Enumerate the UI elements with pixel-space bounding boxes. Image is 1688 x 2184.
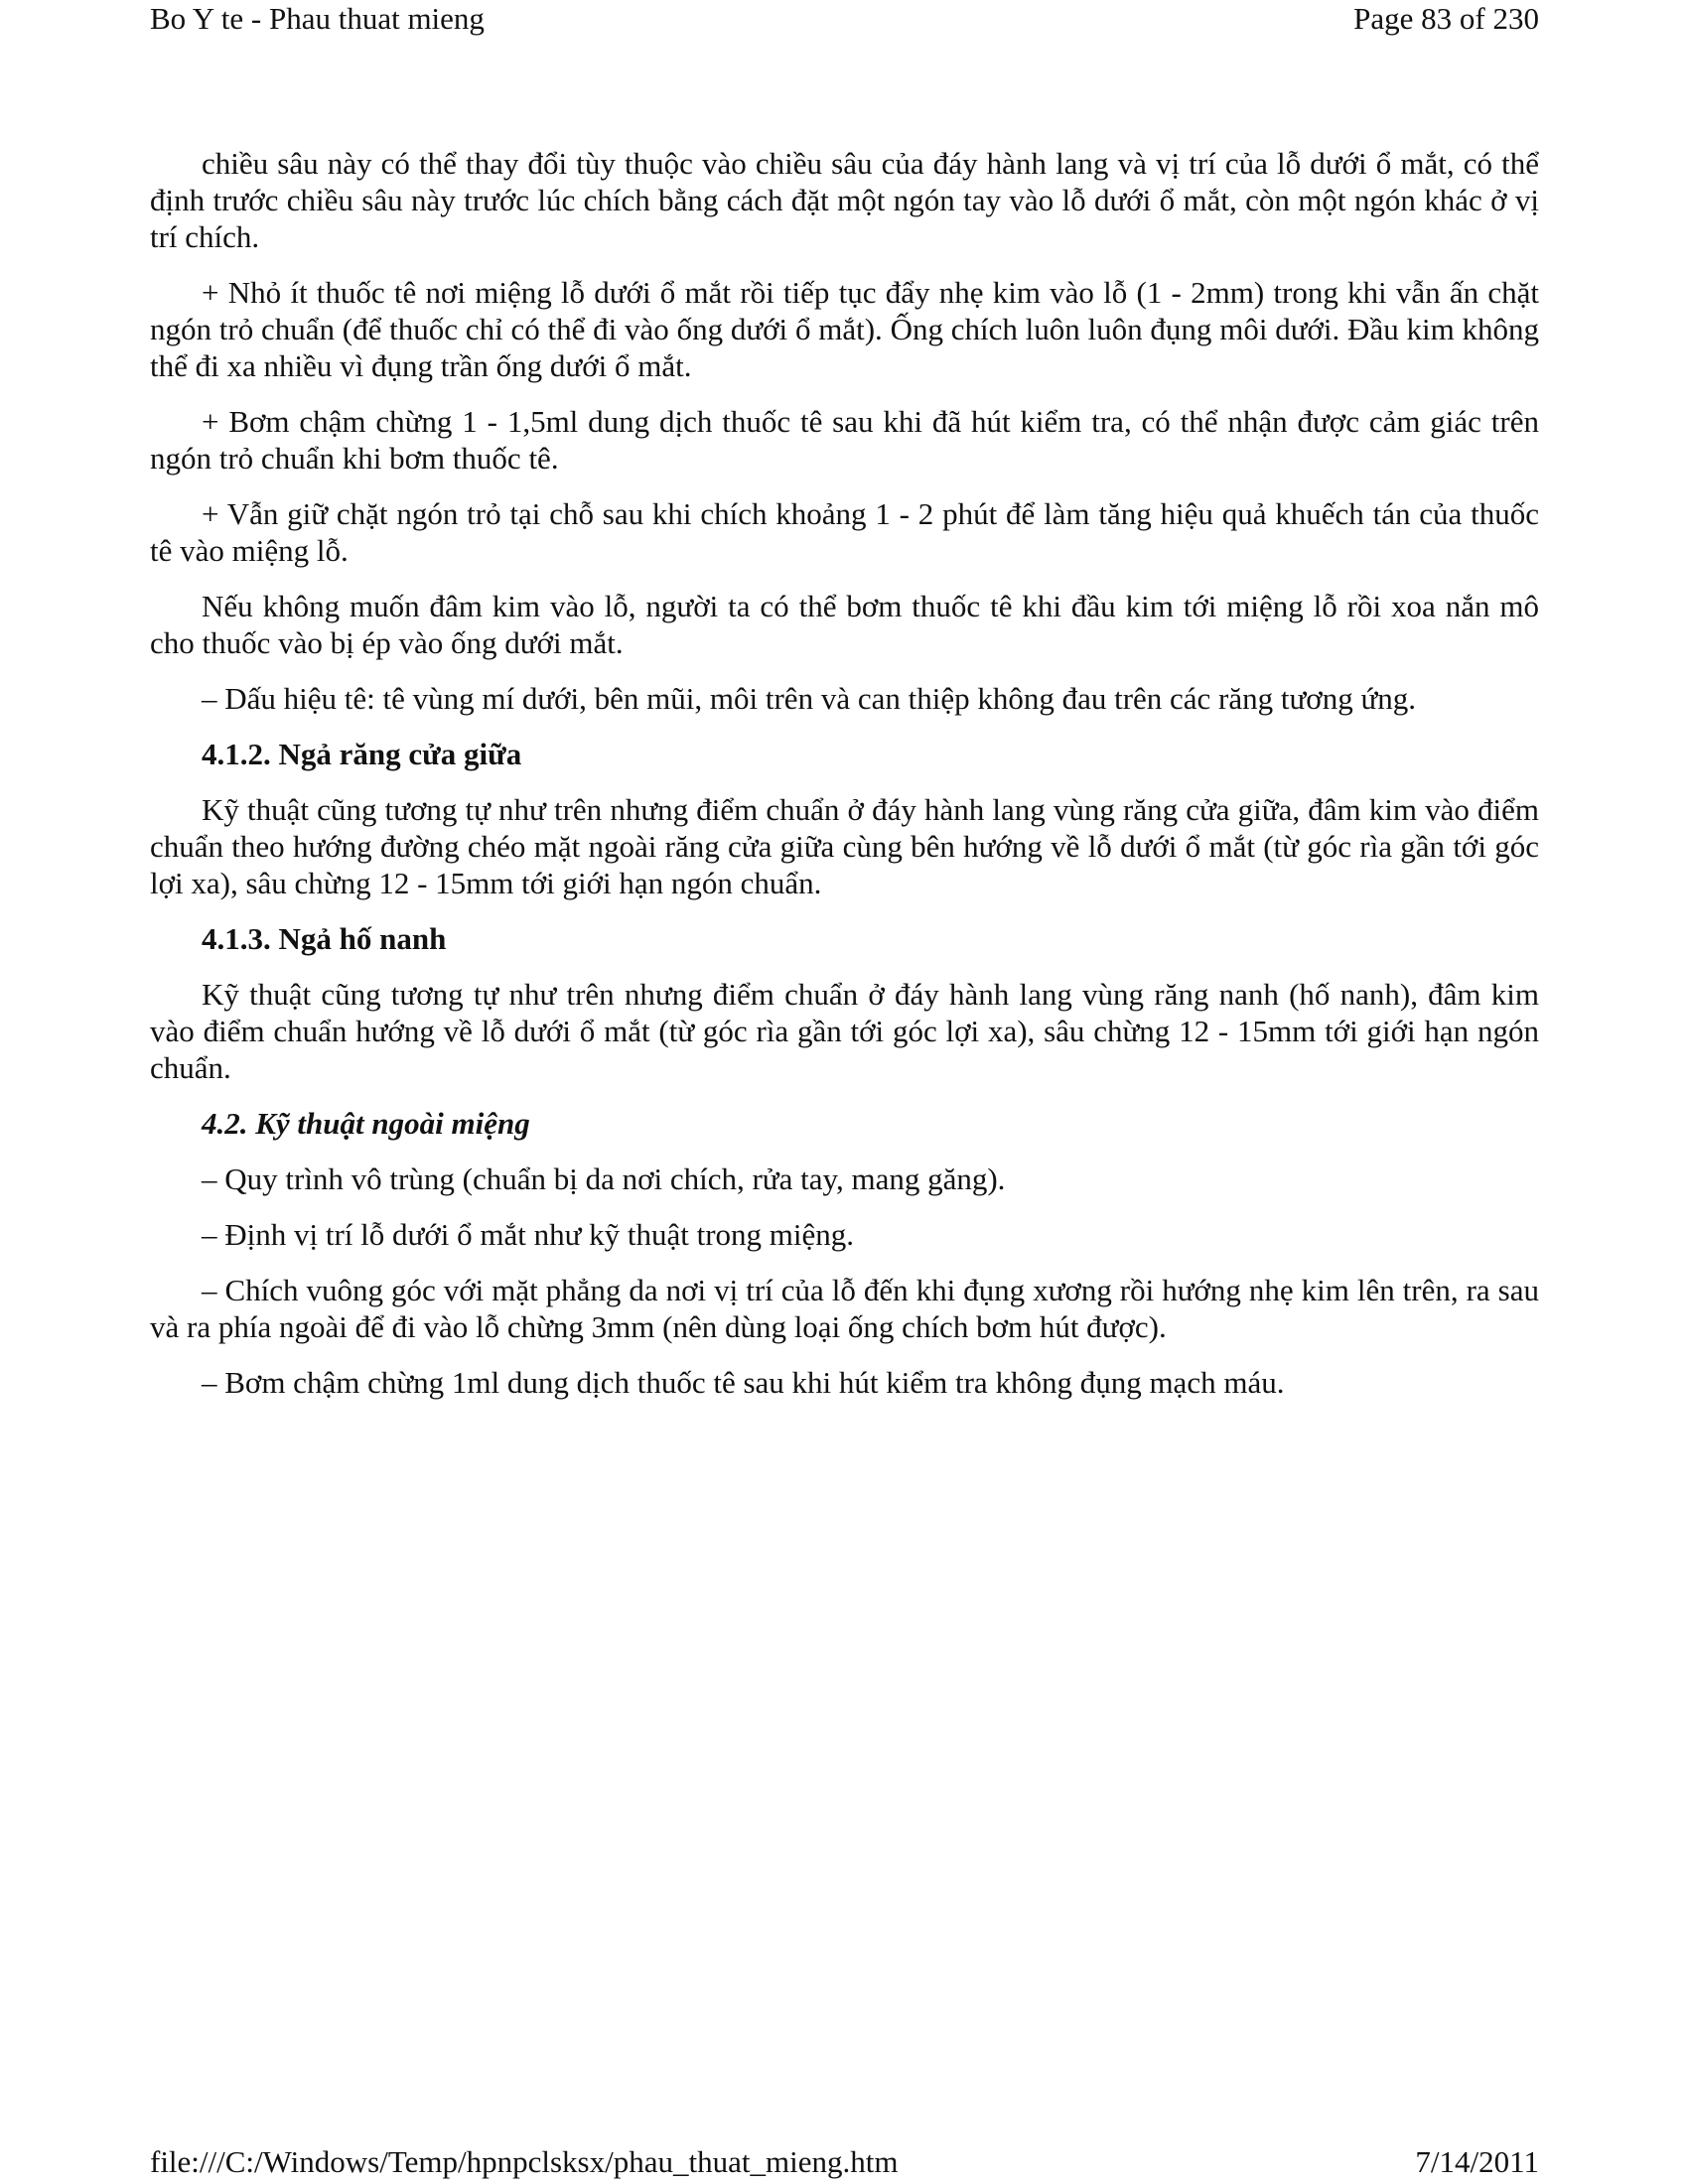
print-date: 7/14/2011 [1415,2144,1539,2179]
page-number: Page 83 of 230 [1353,1,1539,36]
paragraph: Nếu không muốn đâm kim vào lỗ, người ta có thể bơm thuốc tê khi đầu kim tới miệng lỗ rồi xoa nắn mô cho thuốc vào bị ép vào ống dưới mắt. [150,589,1539,660]
paragraph: chiều sâu này có thể thay đổi tùy thuộc vào chiều sâu của đáy hành lang và vị trí của lỗ dưới ổ mắt, có thể định trước chiều sâu này trước lúc chích bằng cách đặt một ngón tay vào lỗ dưới ổ mắt, còn một ngón khác ở vị trí chích. [150,146,1539,254]
paragraph: Kỹ thuật cũng tương tự như trên nhưng điểm chuẩn ở đáy hành lang vùng răng nanh (hố nanh), đâm kim vào điểm chuẩn hướng về lỗ dưới ổ mắt (từ góc rìa gần tới góc lợi xa), sâu chừng 12 - 15mm tới giới hạn ngón chuẩn. [150,977,1539,1085]
paragraph: – Bơm chậm chừng 1ml dung dịch thuốc tê sau khi hút kiểm tra không đụng mạch máu. [202,1365,1285,1400]
section-heading: 4.2. Kỹ thuật ngoài miệng [202,1106,530,1141]
paragraph: – Quy trình vô trùng (chuẩn bị da nơi chích, rửa tay, mang găng). [202,1161,1006,1196]
section-heading: 4.1.3. Ngả hố nanh [202,921,447,956]
paragraph: + Vẫn giữ chặt ngón trỏ tại chỗ sau khi chích khoảng 1 - 2 phút để làm tăng hiệu quả khuếch tán của thuốc tê vào miệng lỗ. [150,496,1539,568]
section-heading: 4.1.2. Ngả răng cửa giữa [202,737,522,771]
paragraph: – Chích vuông góc với mặt phẳng da nơi vị trí của lỗ đến khi đụng xương rồi hướng nhẹ kim lên trên, ra sau và ra phía ngoài để đi vào lỗ chừng 3mm (nên dùng loại ống chích bơm hút được). [150,1273,1539,1344]
page-footer [150,2143,1539,2183]
document-title: Bo Y te - Phau thuat mieng [150,1,485,36]
paragraph: – Định vị trí lỗ dưới ổ mắt như kỹ thuật trong miệng. [202,1217,855,1252]
paragraph: – Dấu hiệu tê: tê vùng mí dưới, bên mũi, môi trên và can thiệp không đau trên các răng tương ứng. [202,681,1417,716]
document-body [150,145,1539,1420]
paragraph: Kỹ thuật cũng tương tự như trên nhưng điểm chuẩn ở đáy hành lang vùng răng cửa giữa, đâm kim vào điểm chuẩn theo hướng đường chéo mặt ngoài răng cửa giữa cùng bên hướng về lỗ dưới ổ mắt (từ góc rìa gần tới góc lợi xa), sâu chừng 12 - 15mm tới giới hạn ngón chuẩn. [150,792,1539,900]
paragraph: + Bơm chậm chừng 1 - 1,5ml dung dịch thuốc tê sau khi đã hút kiểm tra, có thể nhận được cảm giác trên ngón trỏ chuẩn khi bơm thuốc tê. [150,404,1539,476]
file-path: file:///C:/Windows/Temp/hpnpclsksx/phau_thuat_mieng.htm [150,2144,899,2179]
page-header [150,0,1539,44]
paragraph: + Nhỏ ít thuốc tê nơi miệng lỗ dưới ổ mắt rồi tiếp tục đẩy nhẹ kim vào lỗ (1 - 2mm) trong khi vẫn ấn chặt ngón trỏ chuẩn (để thuốc chỉ có thể đi vào ống dưới ổ mắt). Ống chích luôn luôn đụng môi dưới. Đầu kim không thể đi xa nhiều vì đụng trần ống dưới ổ mắt. [150,275,1539,383]
